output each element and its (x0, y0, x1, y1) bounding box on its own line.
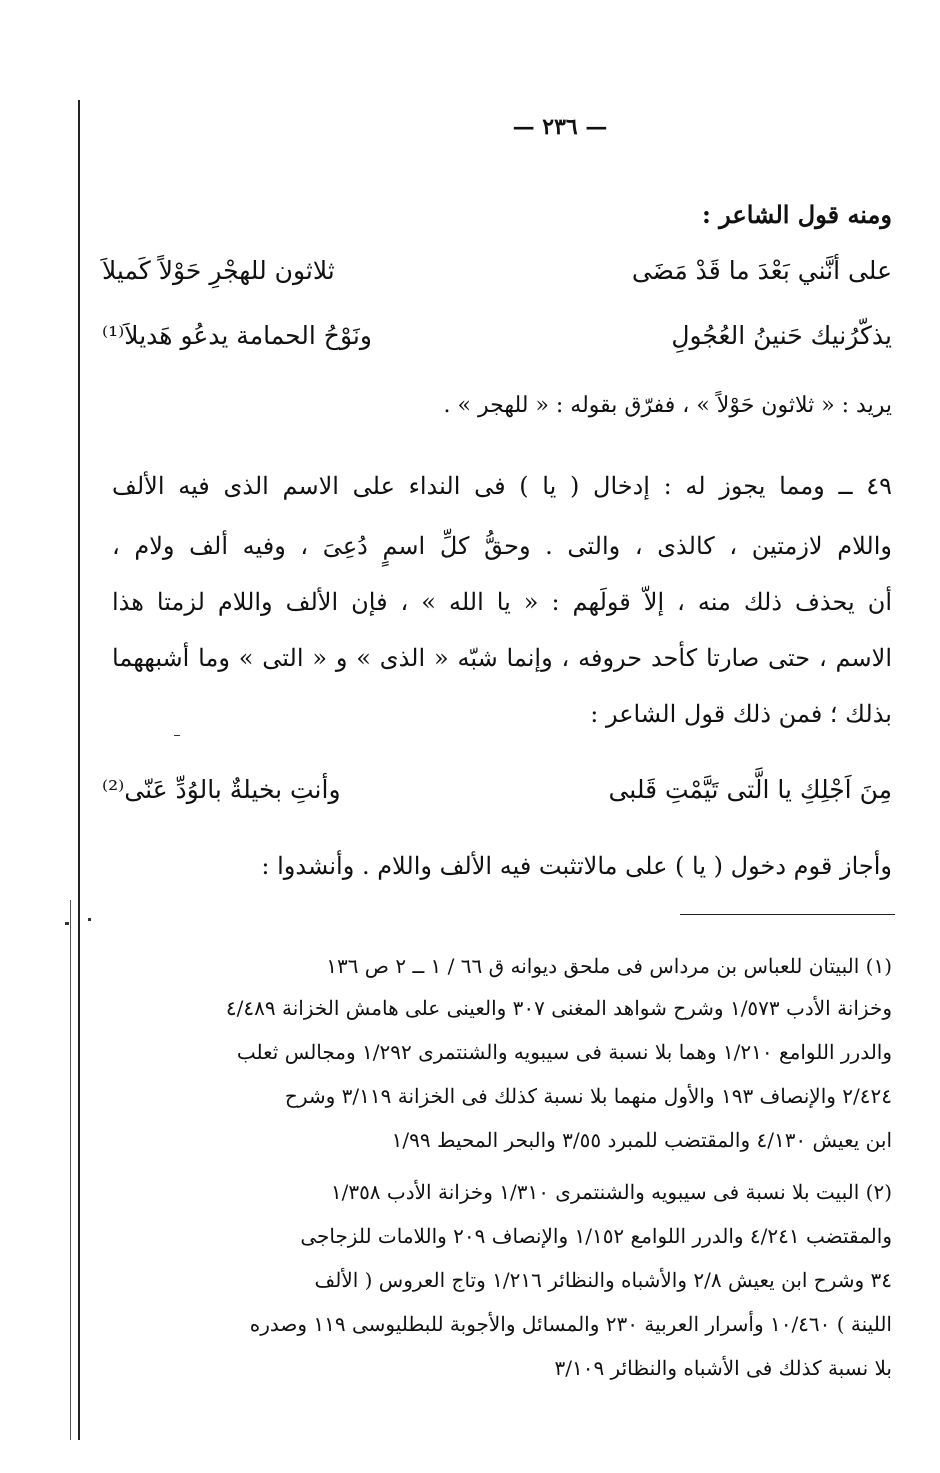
footnote-1-line-4: ٢/٤٢٤ والإنصاف ١٩٣ والأول منهما بلا نسبة كذلك فى الخزانة ٣/١١٩ وشرح (284, 1084, 892, 1108)
page-binding-edge (78, 100, 80, 1440)
verse-1-second-hemistich: ثلاثون للهجْرِ حَوْلاً كَميلاَ (102, 256, 335, 285)
scan-speck (65, 922, 69, 925)
verse-2-second-hemistich: ونَوْحُ الحمامة يدعُو هَديلاَ⁽¹⁾ (102, 321, 372, 350)
section-49-line-1: ٤٩ ــ ومما يجوز له : إدخال ( يا ) فى النداء على الاسم الذى فيه الألف (112, 472, 892, 500)
scan-speck (88, 918, 91, 921)
footnote-1-line-3: والدرر اللوامع ١/٢١٠ وهما بلا نسبة فى سيبويه والشنتمرى ١/٢٩٢ ومجالس ثعلب (236, 1040, 892, 1064)
footnote-2-line-5: بلا نسبة كذلك فى الأشباه والنظائر ٣/١٠٩ (554, 1356, 892, 1380)
page-binding-edge-inner (70, 900, 71, 1440)
section-49-line-4: الاسم ، حتى صارتا كأحد حروفه ، وإنما شبّه « الذى » و « التى » وما أشبههما (112, 644, 892, 672)
scan-speck (174, 735, 180, 736)
footnote-2-line-3: ٣٤ وشرح ابن يعيش ٢/٨ والأشباه والنظائر ١/٢١٦ وتاج العروس ( الألف (314, 1268, 892, 1292)
verse-3-second-hemistich: وأنتِ بخيلةٌ بالوُدِّ عَنّى⁽²⁾ (102, 775, 341, 804)
footnote-2-line-4: اللينة ) ١٠/٤٦٠ وأسرار العربية ٢٣٠ والمسائل والأجوبة للبطليوسى ١١٩ وصدره (249, 1312, 892, 1336)
verse-3 (102, 775, 892, 804)
verse-2 (102, 321, 892, 350)
footnote-divider (680, 914, 895, 915)
page-number: — ٢٣٦ — (512, 114, 608, 140)
footnote-2-line-2: والمقتضب ٤/٢٤١ والدرر اللوامع ١/١٥٢ والإنصاف ٢٠٩ واللامات للزجاجى (300, 1224, 892, 1248)
footnote-1-line-1: (١) البيتان للعباس بن مرداس فى ملحق ديوانه ق ٦٦ / ١ ــ ٢ ص ١٣٦ (326, 954, 892, 978)
intro-line: ومنه قول الشاعر : (701, 200, 892, 229)
explanation-line: يريد : « ثلاثون حَوْلاً » ، ففرّق بقوله : « للهجر » . (443, 393, 892, 418)
verse-2-first-hemistich: يذكّرُنيك حَنينُ العُجُولِ (671, 321, 892, 350)
verse-3-first-hemistich: مِنَ اَجْلِكِ يا الَّتى تَيَّمْتِ قَلبى (608, 775, 892, 804)
section-49-line-2: واللام لازمتين ، كالذى ، والتى . وحقُّ كلِّ اسمٍ دُعِىَ ، وفيه ألف ولام ، (112, 532, 892, 560)
footnote-1-line-2: وخزانة الأدب ١/٥٧٣ وشرح شواهد المغنى ٣٠٧ والعينى على هامش الخزانة ٤/٤٨٩ (225, 996, 892, 1020)
section-49-line-3: أن يحذف ذلك منه ، إلاّ قولَهم : « يا الله » ، فإن الألف واللام لزمتا هذا (112, 588, 893, 616)
closing-line: وأجاز قوم دخول ( يا ) على مالاتثبت فيه الألف واللام . وأنشدوا : (261, 852, 892, 880)
section-49-line-5: بذلك ؛ فمن ذلك قول الشاعر : (590, 700, 892, 728)
verse-1-first-hemistich: على أنَّني بَعْدَ ما قَدْ مَضَى (631, 256, 892, 285)
footnote-1-line-5: ابن يعيش ٤/١٣٠ والمقتضب للمبرد ٣/٥٥ والبحر المحيط ١/٩٩ (391, 1128, 892, 1152)
footnote-2-line-1: (٢) البيت بلا نسبة فى سيبويه والشنتمرى ١/٣١٠ وخزانة الأدب ١/٣٥٨ (330, 1180, 892, 1204)
verse-1 (102, 256, 892, 285)
